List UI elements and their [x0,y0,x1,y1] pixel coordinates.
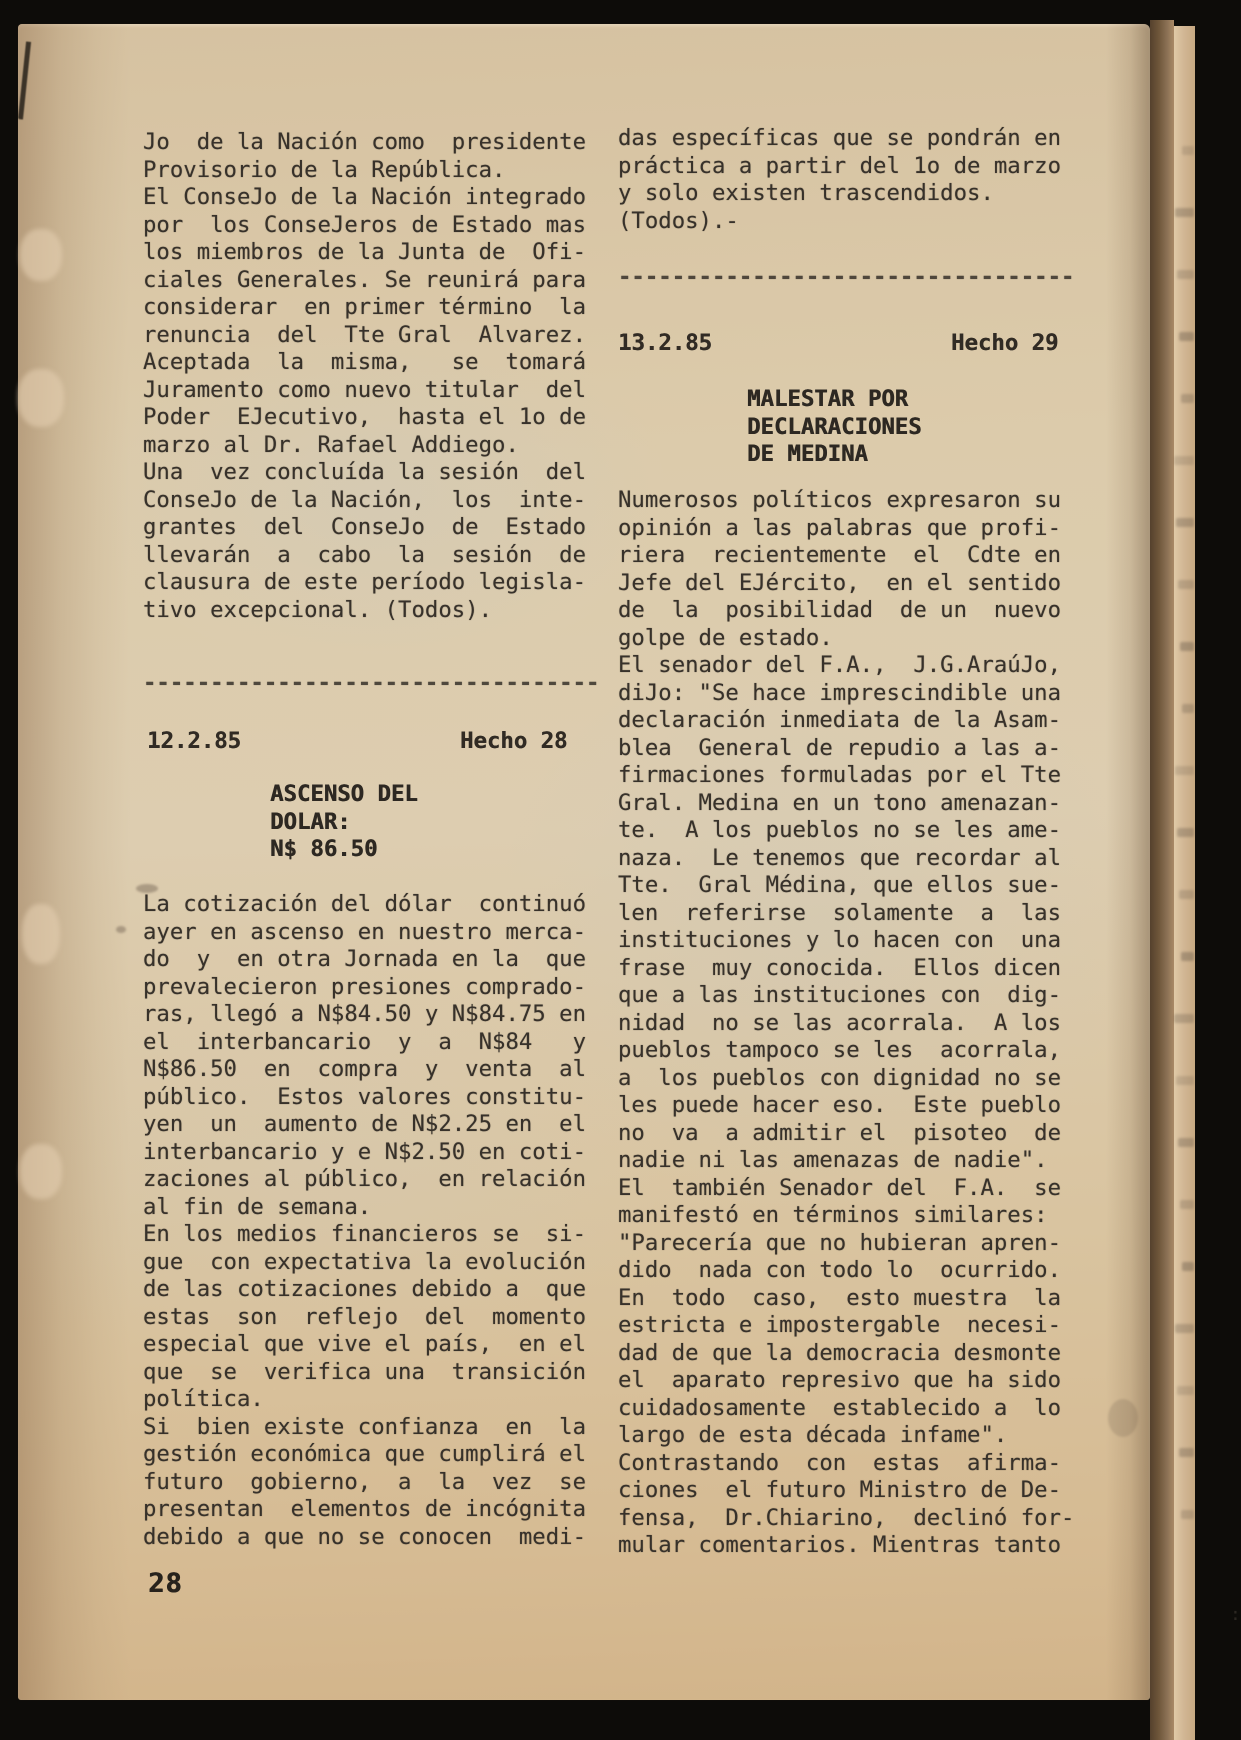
text-line: Jo de la Nación como presidente [143,129,586,155]
text-line: práctica a partir del 1o de marzo [618,152,1061,179]
text-bleed-mark [1175,1324,1194,1333]
text-line: de la posibilidad de un nuevo [618,597,1061,623]
text-line: Una vez concluída la sesión del [143,459,586,485]
text-line: nadie ni las amenazas de nadie". [618,1147,1048,1173]
text-line: ciones el futuro Ministro de De- [618,1477,1061,1503]
text-line: El senador del F.A., J.G.AraúJo, [618,652,1061,678]
binding-tape-mark [20,229,62,281]
text-line: DE MEDINA [747,441,868,467]
text-line: Jefe del EJército, en el sentido [618,569,1061,596]
text-line: por los ConseJeros de Estado mas [143,211,586,238]
text-line: N$ 86.50 [270,836,378,862]
text-line: opinión a las palabras que profi- [618,514,1061,541]
text-line: MALESTAR POR [747,386,909,412]
text-line: instituciones y lo hacen con una [618,927,1061,953]
binding-tape-mark [18,369,64,427]
text-line: cuidadosamente establecido a lo [618,1394,1061,1421]
text-line: La cotización del dólar continuó [143,891,586,917]
text-line: llevarán a cabo la sesión de [143,541,586,568]
text-bleed-mark [1174,456,1194,465]
text-line: clausura de este período legisla- [143,569,586,595]
text-line: tivo excepcional. (Todos). [143,596,493,623]
text-bleed-mark [1182,704,1194,713]
text-line: les puede hacer eso. Este pueblo [618,1092,1061,1118]
text-line: marzo al Dr. Rafael Addiego. [143,431,519,458]
text-bleed-mark [1179,890,1194,899]
text-line: el aparato represivo que ha sido [618,1367,1061,1393]
entry-title [747,386,922,469]
text-line: N$86.50 en compra y venta al [143,1056,586,1082]
stray-ink-mark: : [1230,1604,1241,1625]
article-continuation-text [618,125,1061,235]
text-line: declaración inmediata de la Asam- [618,707,1061,733]
text-line: firmaciones formuladas por el Tte [618,762,1061,788]
text-line: golpe de estado. [618,624,833,651]
text-line: dad de que la democracia desmonte [618,1339,1061,1366]
ink-smudge [1108,1399,1138,1437]
text-bleed-mark [1177,1386,1194,1395]
page-paper [18,24,1241,1700]
text-line: debido a que no se conocen medi- [143,1523,586,1550]
text-line: Provisorio de la República. [143,156,506,183]
text-bleed-mark [1179,332,1194,341]
text-bleed-mark [1178,580,1194,589]
text-line: renuncia del Tte Gral Alvarez. [143,321,586,348]
text-line: no va a admitir el pisoteo de [618,1119,1061,1146]
text-line: ConseJo de la Nación, los inte- [143,486,586,513]
text-line: Si bien existe confianza en la [143,1413,586,1440]
text-bleed-mark [1177,828,1194,837]
entry-body-text [618,487,1074,1560]
next-page-edge [1174,26,1195,1740]
text-line: pueblos tampoco se les acorrala, [618,1037,1061,1063]
text-line: ayer en ascenso en nuestro merca- [143,918,586,945]
text-line: presentan elementos de incógnita [143,1496,586,1522]
text-line: grantes del ConseJo de Estado [143,514,586,540]
text-bleed-mark [1181,394,1194,403]
text-line: das específicas que se pondrán en [618,125,1061,151]
text-line: considerar en primer término la [143,294,586,320]
ink-smudge [136,884,158,893]
text-line: mular comentarios. Mientras tanto [618,1532,1061,1558]
entry-header [143,728,588,756]
text-line: prevalecieron presiones comprado- [143,973,586,1000]
text-bleed-mark [1175,766,1194,775]
text-line: riera recientemente el Cdte en [618,542,1061,568]
text-line: Poder EJecutivo, hasta el 1o de [143,404,586,430]
text-line: Numerosos políticos expresaron su [618,487,1061,513]
text-line: estricta e impostergable necesi- [618,1312,1061,1338]
text-line: ras, llegó a N$84.50 y N$84.75 en [143,1001,586,1027]
text-line: largo de esta década infame". [618,1422,1008,1448]
text-line: que se verifica una transición [143,1358,586,1385]
text-bleed-mark [1181,952,1194,961]
text-line: política. [143,1386,264,1412]
text-line: Contrastando con estas afirma- [618,1449,1061,1476]
entry-number: Hecho 29 [951,330,1059,356]
text-line: Aceptada la misma, se tomará [143,349,586,375]
text-line: Tte. Gral Médina, que ellos sue- [618,872,1061,898]
page-gutter-shadow [1150,20,1174,1740]
text-bleed-mark [1178,1138,1194,1147]
text-line: Gral. Medina en un tono amenazan- [618,789,1061,816]
entry-body-text [143,891,586,1551]
text-line: el interbancario y a N$84 y [143,1028,586,1055]
text-bleed-mark [1174,1014,1194,1023]
text-line: DOLAR: [270,808,351,835]
text-line: gestión económica que cumplirá el [143,1441,586,1467]
text-line: En todo caso, esto muestra la [618,1284,1061,1311]
text-line: estas son reflejo del momento [143,1303,586,1330]
entry-title [270,781,418,864]
text-line: manifestó en términos similares: [618,1202,1048,1228]
text-line: te. A los pueblos no se les ame- [618,817,1061,843]
text-line: ASCENSO DEL [270,781,418,807]
text-line: público. Estos valores constitu- [143,1083,586,1110]
text-line: "Parecería que no hubieran apren- [618,1229,1061,1256]
text-line: naza. Le tenemos que recordar al [618,844,1061,871]
text-bleed-mark [1182,146,1194,155]
text-line: los miembros de la Junta de Ofi- [143,239,586,265]
text-line: a los pueblos con dignidad no se [618,1064,1061,1091]
entry-header [618,330,1063,358]
text-line: futuro gobierno, a la vez se [143,1468,586,1495]
text-line: interbancario y e N$2.50 en coti- [143,1138,586,1165]
entry-number: Hecho 28 [460,728,568,754]
text-line: El ConseJo de la Nación integrado [143,184,586,210]
text-line: do y en otra Jornada en la que [143,946,586,972]
text-line: En los medios financieros se si- [143,1221,586,1247]
ink-smudge [116,926,126,933]
left-column [143,24,613,1700]
section-divider: ---------------------------------- [618,264,1075,290]
text-bleed-mark [1180,1200,1194,1209]
text-line: Juramento como nuevo titular del [143,376,586,403]
text-bleed-mark [1176,518,1194,527]
text-line: de las cotizaciones debido a que [143,1276,586,1302]
text-line: ciales Generales. Se reunirá para [143,266,586,293]
binding-tape-mark [22,904,60,964]
text-line: gue con expectativa la evolución [143,1248,586,1275]
text-line: yen un aumento de N$2.25 en el [143,1111,586,1137]
text-bleed-mark [1176,1076,1194,1085]
text-line: dido nada con todo lo ocurrido. [618,1257,1061,1283]
text-line: especial que vive el país, en el [143,1331,586,1357]
right-column [618,24,1241,1700]
text-line: El también Senador del F.A. se [618,1174,1061,1201]
text-bleed-mark [1175,208,1194,217]
text-line: DECLARACIONES [747,413,922,440]
text-line: diJo: "Se hace imprescindible una [618,679,1061,706]
text-line: blea General de repudio a las a- [618,734,1061,761]
text-line: y solo existen trascendidos. [618,180,994,206]
text-bleed-mark [1182,1262,1194,1271]
page-number: 28 [148,1568,183,1599]
text-line: fensa, Dr.Chiarino, declinó for- [618,1504,1075,1531]
text-bleed-mark [1180,642,1194,651]
text-bleed-mark [1179,1448,1194,1457]
text-line: (Todos).- [618,207,739,234]
text-line: que a las instituciones con dig- [618,982,1061,1008]
text-bleed-mark [1181,1510,1194,1519]
text-line: al fin de semana. [143,1193,372,1220]
section-divider: ---------------------------------- [143,670,600,696]
article-continuation-text [143,129,586,624]
binding-tape-mark [20,1144,62,1199]
text-line: len referirse solamente a las [618,899,1061,926]
text-line: nidad no se las acorrala. A los [618,1009,1061,1036]
text-line: frase muy conocida. Ellos dicen [618,954,1061,981]
entry-date: 13.2.85 [618,330,712,356]
text-line: zaciones al público, en relación [143,1166,586,1192]
text-bleed-mark [1177,270,1194,279]
entry-date: 12.2.85 [147,728,241,754]
